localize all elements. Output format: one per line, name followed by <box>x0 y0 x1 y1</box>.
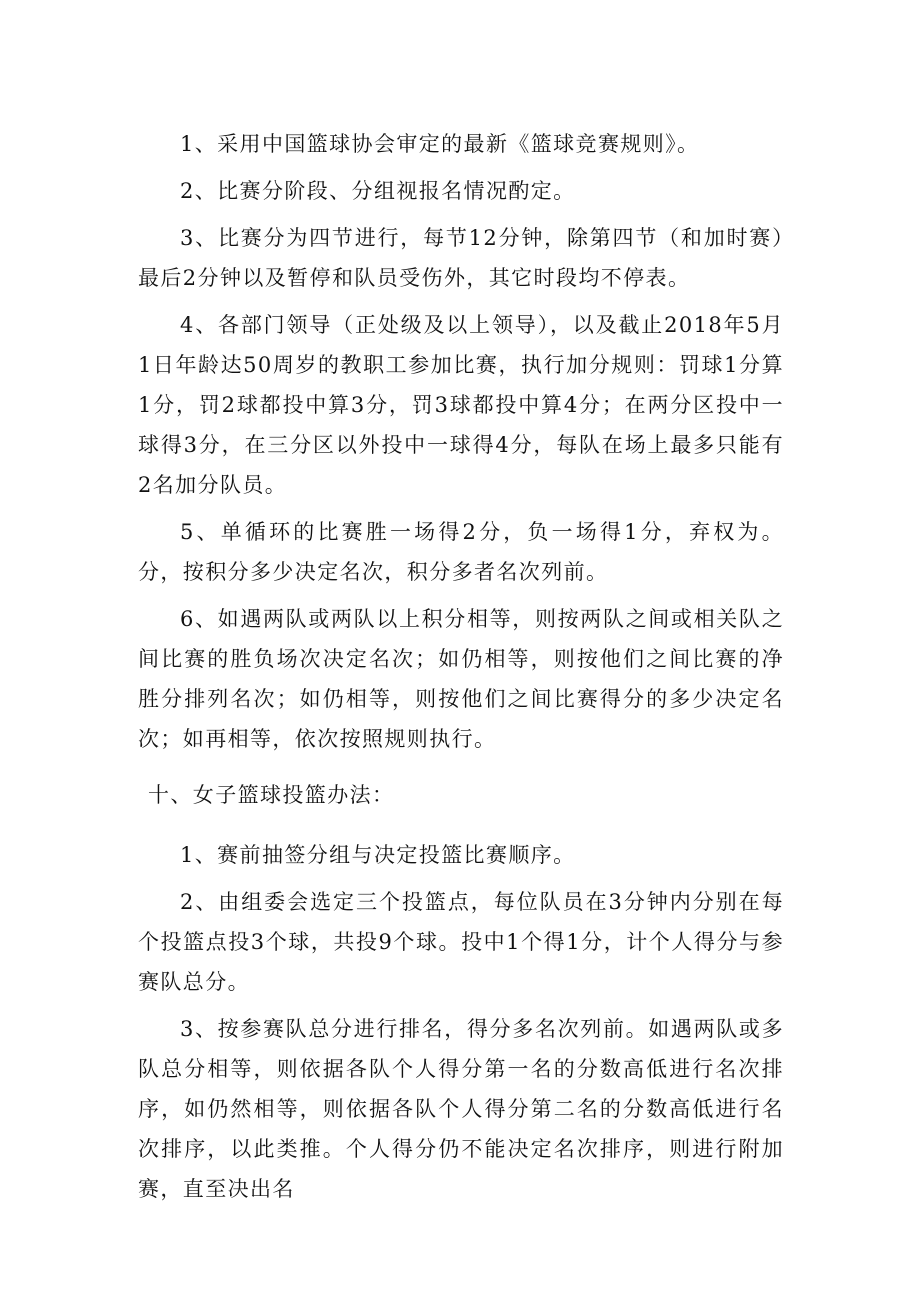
paragraph-rule-4: 4、各部门领导（正处级及以上领导），以及截止2018年5月1日年龄达50周岁的教职工参加比赛，执行加分规则：罚球1分算1分，罚2球都投中算3分，罚3球都投中算4分；在两分区投中一球得3分，在三分区以外投中一球得4分，每队在场上最多只能有2名加分队员。 <box>138 313 784 497</box>
paragraph-rule-2: 2、比赛分阶段、分组视报名情况酌定。 <box>180 179 576 203</box>
section-heading-women-basketball-shooting: 十、女子篮球投篮办法： <box>148 783 395 807</box>
document-body <box>138 124 784 1209</box>
paragraph-rule-1: 1、采用中国篮球协会审定的最新《篮球竞赛规则》。 <box>180 132 700 156</box>
paragraph-shooting-rule-2: 2、由组委会选定三个投篮点，每位队员在3分钟内分别在每个投篮点投3个球，共投9个球。投中1个得1分，计个人得分与参赛队总分。 <box>138 890 784 994</box>
paragraph-rule-6: 6、如遇两队或两队以上积分相等，则按两队之间或相关队之间比赛的胜负场次决定名次；如仍相等，则按他们之间比赛的净胜分排列名次；如仍相等，则按他们之间比赛得分的多少决定名次；如再相等，依次按照规则执行。 <box>138 607 784 751</box>
paragraph-shooting-rule-3: 3、按参赛队总分进行排名，得分多名次列前。如遇两队或多队总分相等，则依据各队个人得分第一名的分数高低进行名次排序，如仍然相等，则依据各队个人得分第二名的分数高低进行名次排序，以此类推。个人得分仍不能决定名次排序，则进行附加赛，直至决出名 <box>138 1017 784 1201</box>
paragraph-shooting-rule-1: 1、赛前抽签分组与决定投篮比赛顺序。 <box>180 843 576 867</box>
paragraph-rule-3: 3、比赛分为四节进行，每节12分钟，除第四节（和加时赛）最后2分钟以及暂停和队员受伤外，其它时段均不停表。 <box>138 226 784 290</box>
paragraph-rule-5: 5、单循环的比赛胜一场得2分，负一场得1分，弃权为。分，按积分多少决定名次，积分多者名次列前。 <box>138 520 784 584</box>
